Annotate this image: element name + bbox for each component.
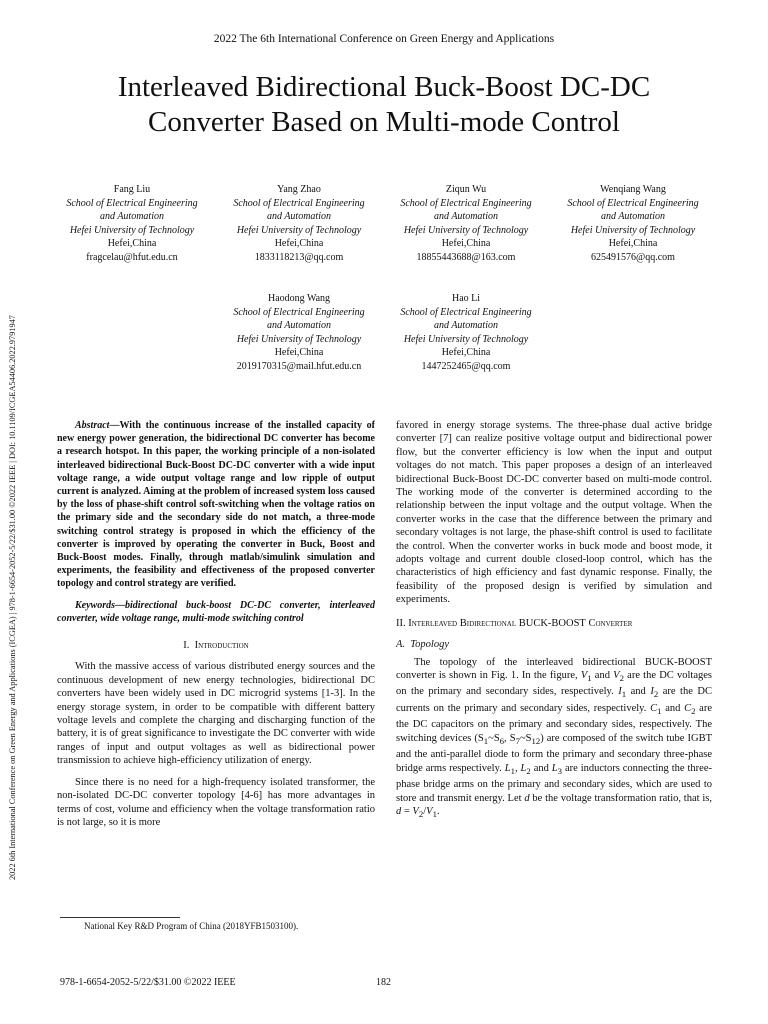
author-dept: School of Electrical Engineering	[233, 306, 365, 318]
text-run: are the DC capacitors on the primary and secondary sides, respectively. The switching devices (	[396, 702, 712, 744]
author-block	[553, 183, 713, 264]
author-name: Hao Li	[451, 293, 481, 304]
subsection-label: A.	[396, 639, 406, 651]
abstract-text: —With the continuous increase of the installed capacity of new energy power generation, the bidirectional DC converter has become a research hotspot. In this paper, the working principle of a non-isolated interleaved bidirectional Buck-Boost DC-DC converter with a wide input voltage range, a wide output voltage range and low ripple of output current is analyzed. Aiming at the problem of increased system loss caused by the loss of phase-shift control soft-switching when the voltage ratios on the primary side and the secondary side do not match, a three-mode switching control strategy is proposed in which the efficiency of the converter is improved by operating the converter in Buck, Boost and Buck-Boost modes. Finally, through matlab/simulink simulation and experiments, the feasibility and effectiveness of the proposed converter topology and control strategy are verified.	[57, 420, 375, 590]
title-line-2: Converter Based on Multi-mode Control	[148, 106, 620, 138]
side-doi-note	[4, 160, 24, 880]
text-run: The topology of the interleaved bidirectional BUCK-BOOST converter is shown in Fig. 1. In the figure,	[396, 656, 712, 681]
author-dept-2: and Automation	[434, 320, 498, 331]
author-name: Fang Liu	[113, 184, 151, 195]
author-block	[386, 183, 546, 264]
text-run: be the voltage transformation ratio, that is,	[529, 792, 712, 804]
abstract-label: Abstract	[75, 420, 110, 431]
author-dept: School of Electrical Engineering	[66, 197, 198, 209]
section-title-c: Converter	[585, 617, 633, 629]
section-heading	[57, 639, 375, 652]
author-city: Hefei,China	[441, 238, 491, 249]
author-email: 1447252465@qq.com	[421, 360, 511, 372]
author-city: Hefei,China	[274, 347, 324, 358]
author-dept: School of Electrical Engineering	[400, 306, 532, 318]
author-block	[52, 183, 212, 264]
paragraph: favored in energy storage systems. The three-phase dual active bridge converter [7] can realize positive voltage output and bidirectional power flow, but the converter efficiency is low when the input and output voltages do not match. This paper proposes a design of an interleaved bidirectional Buck-Boost DC-DC converter based on multi-mode control. The working mode of the converter is determined according to the relationship between the input voltage and the output voltage. When the converter works in the case that the difference between the primary and secondary voltages is not large, the phase-shift control is used to facilitate the control. When the converter works in buck mode and boost mode, it adopts voltage and current double closed-loop control, which has the characteristics of high efficiency and fast dynamic response. Finally, the feasibility of the proposed design is verified by simulation and experiments.	[396, 420, 712, 606]
author-name: Haodong Wang	[267, 293, 331, 304]
author-univ: Hefei University of Technology	[570, 224, 696, 236]
author-block	[219, 292, 379, 373]
paragraph: With the massive access of various distributed energy sources and the continuous development of new energy technologies, bidirectional DC converters have been widely used in DC microgrid systems [1-3]. In the energy storage system, in order to be compatible with different battery voltage levels and complete the charging and discharging function of the battery, it is of great significance to investigate the DC converter with wide ranges of input and output voltages as well as bidirectional power transmission to achieve high-efficiency utilization of energy.	[57, 661, 375, 767]
section-title-b: BUCK-BOOST	[518, 617, 586, 629]
paragraph: The topology of the interleaved bidirectional BUCK-BOOST converter is shown in Fig. 1. In the figure, $V_1$ and $V_2$ are the DC voltages on the primary and secondary sides, respectively. $I_1$ and $I_2$ are the DC currents on the primary and secondary sides, respectively. $C_1$ and $C_2$ are the DC capacitors on the primary and secondary sides, respectively. The switching devices ($S_1\sim S_6$, $S_7\sim S_{12}$) are composed of the switch tube IGBT and the anti-parallel diode to form the primary and secondary three-phase bridge arms respectively. $L_1$, $L_2$ and $L_3$ are inductors connecting the three-phase bridge arms on the primary and secondary sides, which are used to store and transmit energy. Let d be the voltage transformation ratio, that is, $d = V_2/V_1$.	[396, 656, 713, 820]
author-city: Hefei,China	[107, 238, 157, 249]
author-block	[219, 183, 379, 264]
author-name: Ziqun Wu	[445, 184, 487, 195]
author-univ: Hefei University of Technology	[403, 224, 529, 236]
right-column	[396, 419, 712, 822]
author-city: Hefei,China	[441, 347, 491, 358]
keywords-label: Keywords	[75, 599, 115, 611]
keywords-text: —bidirectional buck-boost DC-DC converter, interleaved converter, wide voltage range, multi-mode switching control	[57, 599, 375, 624]
section-title: Introduction	[194, 640, 249, 652]
author-dept: School of Electrical Engineering	[567, 197, 699, 209]
author-dept-2: and Automation	[267, 211, 331, 222]
text-run: are the DC currents on the primary and secondary sides, respectively.	[396, 686, 712, 714]
author-dept-2: and Automation	[434, 211, 498, 222]
side-doi-text: 2022 6th International Conference on Green Energy and Applications (ICGEA) | 978-1-6654-2052-5/22/$31.00 ©2022 IEEE | DOI: 10.1109/ICGEA54406.2022.9791947	[8, 315, 17, 880]
author-dept-2: and Automation	[100, 211, 164, 222]
author-dept-2: and Automation	[601, 211, 665, 222]
footer-copyright: 978-1-6654-2052-5/22/$31.00 ©2022 IEEE	[60, 977, 236, 988]
section-heading	[396, 617, 712, 630]
author-univ: Hefei University of Technology	[236, 224, 362, 236]
conference-header: 2022 The 6th International Conference on Green Energy and Applications	[213, 33, 555, 45]
author-email: fragcelau@hfut.edu.cn	[86, 251, 178, 263]
page-number: 182	[376, 977, 391, 988]
subsection-heading	[396, 638, 712, 651]
section-number: I.	[183, 640, 190, 652]
author-univ: Hefei University of Technology	[236, 333, 362, 345]
footnote: National Key R&D Program of China (2018YFB1503100).	[84, 921, 299, 931]
author-city: Hefei,China	[274, 238, 324, 249]
text-run: are the DC voltages on the primary and secondary sides, respectively.	[396, 669, 712, 698]
section-title-a: Interleaved Bidirectional	[408, 617, 519, 629]
author-email: 1833118213@qq.com	[254, 251, 344, 263]
keywords	[57, 599, 375, 625]
author-city: Hefei,China	[608, 238, 658, 249]
author-name: Yang Zhao	[277, 184, 321, 195]
author-email: 625491576@qq.com	[591, 251, 675, 263]
left-column	[57, 419, 375, 829]
paper-title	[60, 70, 708, 140]
author-name: Wenqiang Wang	[600, 184, 666, 195]
paragraph: Since there is no need for a high-frequency isolated transformer, the non-isolated DC-DC converter topology [4-6] has more advantages in terms of cost, volume and efficiency when the voltage transformation ratio is not large, so it is more	[57, 776, 375, 828]
subsection-title: Topology	[410, 639, 450, 651]
title-line-1: Interleaved Bidirectional Buck-Boost DC-DC	[117, 71, 651, 103]
author-dept-2: and Automation	[267, 320, 331, 331]
author-email: 18855443688@163.com	[416, 251, 516, 263]
author-email: 2019170315@mail.hfut.edu.cn	[236, 360, 362, 372]
author-dept: School of Electrical Engineering	[233, 197, 365, 209]
author-univ: Hefei University of Technology	[403, 333, 529, 345]
section-number: II.	[396, 617, 406, 629]
author-univ: Hefei University of Technology	[69, 224, 195, 236]
author-dept: School of Electrical Engineering	[400, 197, 532, 209]
abstract	[57, 419, 375, 591]
text-run: ) are composed of the switch tube IGBT and the anti-parallel diode to form the primary and secondary three-phase bridge arms respectively.	[396, 732, 713, 774]
author-block	[386, 292, 546, 373]
footnote-divider	[60, 917, 180, 918]
text-run: are inductors connecting the three-phase bridge arms on the primary and secondary sides, which are used to store and transmit energy. Let	[396, 762, 712, 804]
